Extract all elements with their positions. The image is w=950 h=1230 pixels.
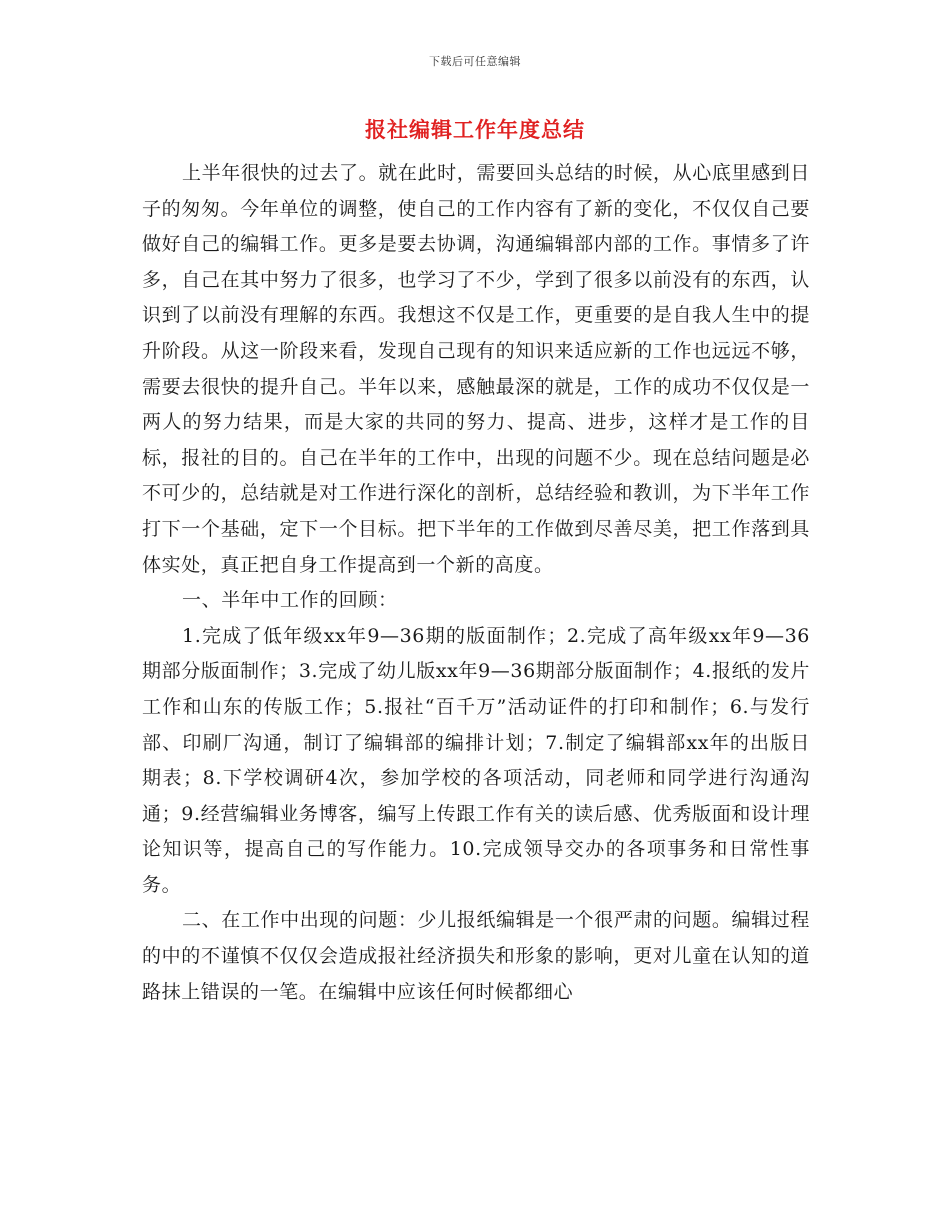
- paragraph-intro: 上半年很快的过去了。就在此时，需要回头总结的时候，从心底里感到日子的匆匆。今年单位的调整，使自己的工作内容有了新的变化，不仅仅自己要做好自己的编辑工作。更多是要去协调，沟通编辑部内部的工作。事情多了许多，自己在其中努力了很多，也学习了不少，学到了很多以前没有的东西，认识到了以前没有理解的东西。我想这不仅是工作，更重要的是自我人生中的提升阶段。从这一阶段来看，发现自己现有的知识来适应新的工作也远远不够，需要去很快的提升自己。半年以来，感触最深的就是，工作的成功不仅仅是一两人的努力结果，而是大家的共同的努力、提高、进步，这样才是工作的目标，报社的目的。自己在半年的工作中，出现的问题不少。现在总结问题是必不可少的，总结就是对工作进行深化的剖析，总结经验和教训，为下半年工作打下一个基础，定下一个目标。把下半年的工作做到尽善尽美，把工作落到具体实处，真正把自身工作提高到一个新的高度。: [142, 162, 810, 576]
- document-title: 报社编辑工作年度总结: [365, 118, 585, 142]
- document-body: [142, 156, 810, 1010]
- header-note: 下载后可任意编辑: [429, 55, 521, 68]
- section-heading-review: 一、半年中工作的回顾：: [182, 589, 398, 612]
- paragraph-work-list: 1.完成了低年级xx年9—36期的版面制作；2.完成了高年级xx年9—36期部分版面制作；3.完成了幼儿版xx年9—36期部分版面制作；4.报纸的发片工作和山东的传版工作；5.报社“百千万”活动证件的打印和制作；6.与发行部、印刷厂沟通，制订了编辑部的编排计划；7.制定了编辑部xx年的出版日期表；8.下学校调研4次，参加学校的各项活动，同老师和同学进行沟通沟通；9.经营编辑业务博客，编写上传跟工作有关的读后感、优秀版面和设计理论知识等，提高自己的写作能力。10.完成领导交办的各项事务和日常性事务。: [142, 624, 810, 896]
- paragraph-problems: 二、在工作中出现的问题：少儿报纸编辑是一个很严肃的问题。编辑过程的中的不谨慎不仅仅会造成报社经济损失和形象的影响，更对儿童在认知的道路抹上错误的一笔。在编辑中应该任何时候都细心: [142, 909, 810, 1003]
